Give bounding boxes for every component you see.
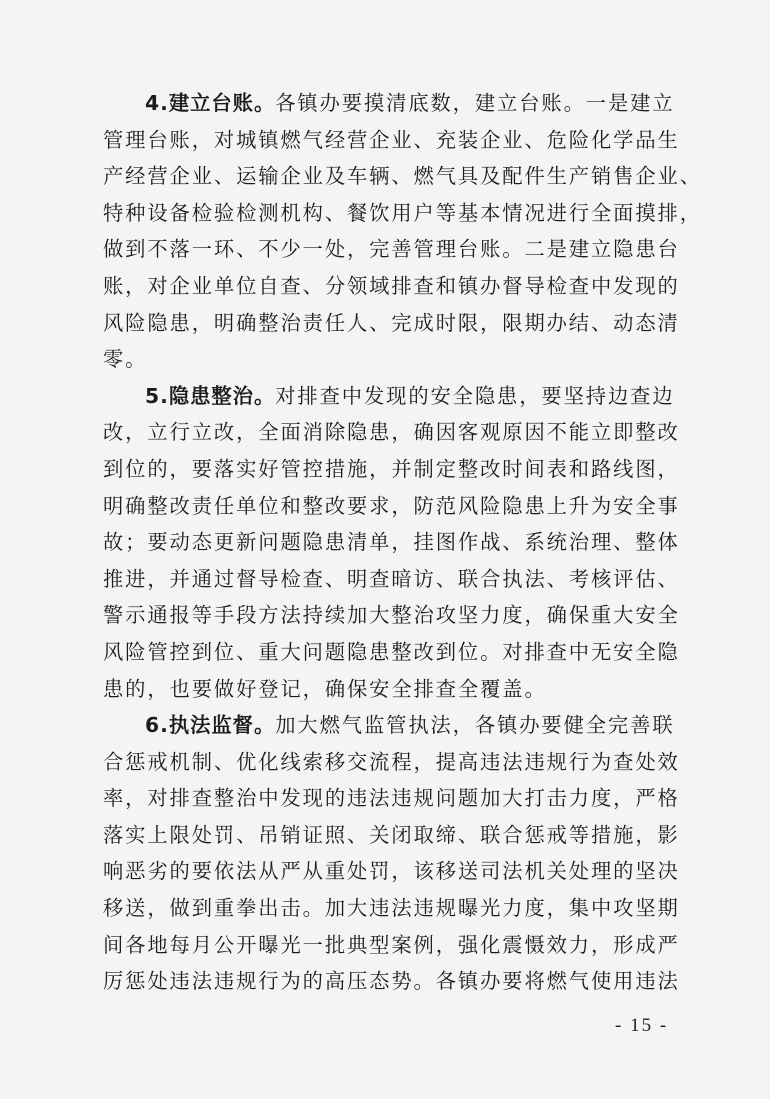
paragraph-line: 故；要动态更新问题隐患清单，挂图作战、系统治理、整体 — [103, 530, 680, 555]
paragraph-line: 警示通报等手段方法持续加大整治攻坚力度，确保重大安全 — [103, 603, 680, 628]
section-heading: 5.隐患整治。 — [145, 383, 276, 408]
paragraph-line: 零。 — [103, 347, 148, 372]
page-number: - 15 - — [615, 1015, 669, 1036]
paragraph-line — [103, 378, 675, 415]
body-text — [103, 85, 702, 1000]
section-heading: 4.建立台账。 — [145, 91, 276, 115]
paragraph-line: 管理台账，对城镇燃气经营企业、充装企业、危险化学品生 — [103, 127, 680, 152]
paragraph-line: 做到不落一环、不少一处，完善管理台账。二是建立隐患台 — [103, 237, 680, 262]
paragraph-line: 改，立行立改，全面消除隐患，确因客观原因不能立即整改 — [103, 420, 680, 445]
paragraph-line: 到位的，要落实好管控措施，并制定整改时间表和路线图， — [103, 456, 680, 481]
paragraph-line: 风险管控到位、重大问题隐患整改到位。对排查中无安全隐 — [103, 639, 680, 664]
paragraph-text: 加大燃气监管执法，各镇办要健全完善联 — [275, 713, 675, 738]
paragraph-line: 间各地每月公开曝光一批典型案例，强化震慑效力，形成严 — [103, 932, 680, 957]
paragraph-text: 对排查中发现的安全隐患，要坚持边查边 — [275, 383, 675, 408]
paragraph-line: 率，对排查整治中发现的违法违规问题加大打击力度，严格 — [103, 786, 680, 811]
paragraph-line — [103, 707, 675, 744]
paragraph-line: 账，对企业单位自查、分领域排查和镇办督导检查中发现的 — [103, 273, 680, 298]
paragraph-line: 特种设备检验检测机构、餐饮用户等基本情况进行全面摸排， — [103, 200, 702, 225]
paragraph-line: 推进，并通过督导检查、明查暗访、联合执法、考核评估、 — [103, 566, 680, 591]
section-heading: 6.执法监督。 — [145, 713, 276, 738]
paragraph-text: 各镇办要摸清底数，建立台账。一是建立 — [275, 91, 675, 115]
paragraph-line: 厉惩处违法违规行为的高压态势。各镇办要将燃气使用违法 — [103, 969, 680, 994]
paragraph-line: 移送，做到重拳出击。加大违法违规曝光力度，集中攻坚期 — [103, 896, 680, 921]
paragraph-line: 明确整改责任单位和整改要求，防范风险隐患上升为安全事 — [103, 493, 680, 518]
paragraph-line: 产经营企业、运输企业及车辆、燃气具及配件生产销售企业、 — [103, 164, 702, 189]
paragraph-line: 风险隐患，明确整治责任人、完成时限，限期办结、动态清 — [103, 310, 680, 335]
paragraph-line: 落实上限处罚、吊销证照、关闭取缔、联合惩戒等措施，影 — [103, 822, 680, 847]
paragraph-line: 合惩戒机制、优化线索移交流程，提高违法违规行为查处效 — [103, 749, 680, 774]
paragraph-line: 响恶劣的要依法从严从重处罚，该移送司法机关处理的坚决 — [103, 859, 680, 884]
paragraph-line — [103, 85, 675, 122]
paragraph-line: 患的，也要做好登记，确保安全排查全覆盖。 — [103, 676, 547, 701]
